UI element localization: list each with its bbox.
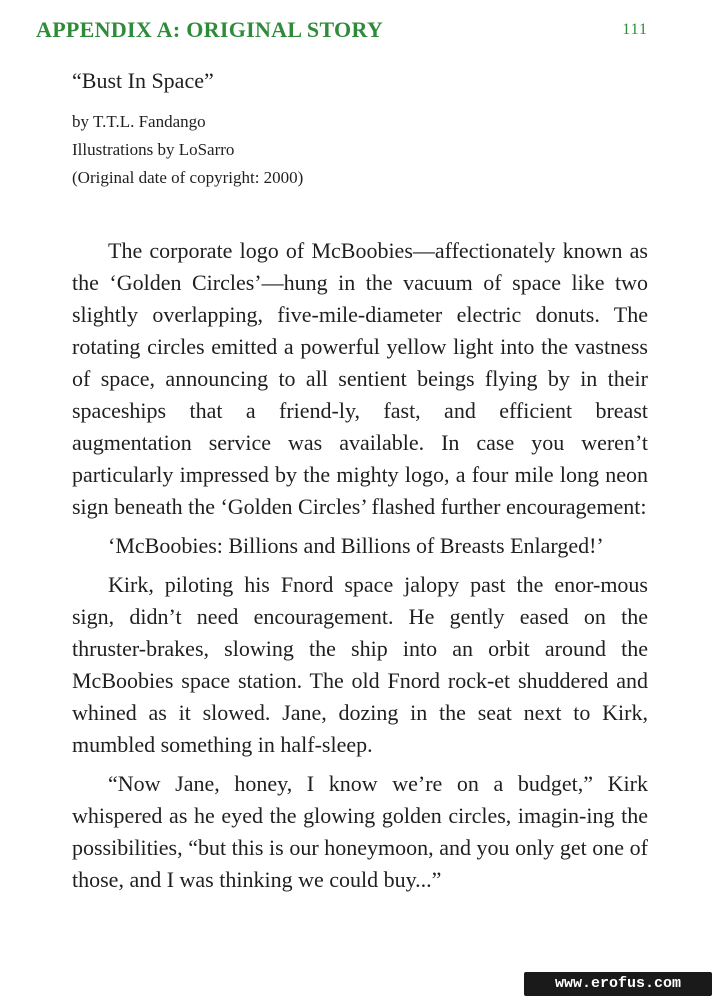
watermark-badge: www.erofus.com (524, 972, 712, 996)
story-copyright: (Original date of copyright: 2000) (72, 168, 304, 187)
paragraph-2: ‘McBoobies: Billions and Billions of Breasts Enlarged!’ (108, 533, 604, 558)
chapter-title: APPENDIX A: ORIGINAL STORY (36, 17, 384, 42)
paragraph-1: The corporate logo of McBoobies—affectionately known as the ‘Golden Circles’—hung in the vacuum of space like two slightly overlapping, five-mile-diameter electric donuts. The rotating circles emitted a powerful yellow light into the vastness of space, announcing to all sentient beings flying by in their spaceships that a friend-ly, fast, and efficient breast augmentation service was available. In case you weren’t particularly impressed by the mighty logo, a four mile long neon sign beneath the ‘Golden Circles’ flashed further encouragement: (72, 238, 648, 519)
paragraph-4: “Now Jane, honey, I know we’re on a budget,” Kirk whispered as he eyed the glowing golden circles, imagin-ing the possibilities, “but this is our honeymoon, and you only get one of those, and I was thinking we could buy...” (72, 771, 648, 892)
page-number: 111 (622, 21, 648, 38)
paragraph-3: Kirk, piloting his Fnord space jalopy past the enor-mous sign, didn’t need encouragement. He gently eased on the thruster-brakes, slowing the ship into an orbit around the McBoobies space station. The old Fnord rock-et shuddered and whined as it slowed. Jane, dozing in the seat next to Kirk, mumbled something in half-sleep. (72, 572, 648, 757)
page-header (36, 14, 648, 46)
story-illustrator: Illustrations by LoSarro (72, 140, 235, 159)
story-meta (72, 66, 632, 192)
story-byline: by T.T.L. Fandango (72, 112, 206, 131)
story-title: “Bust In Space” (72, 68, 214, 93)
story-body (72, 235, 648, 903)
